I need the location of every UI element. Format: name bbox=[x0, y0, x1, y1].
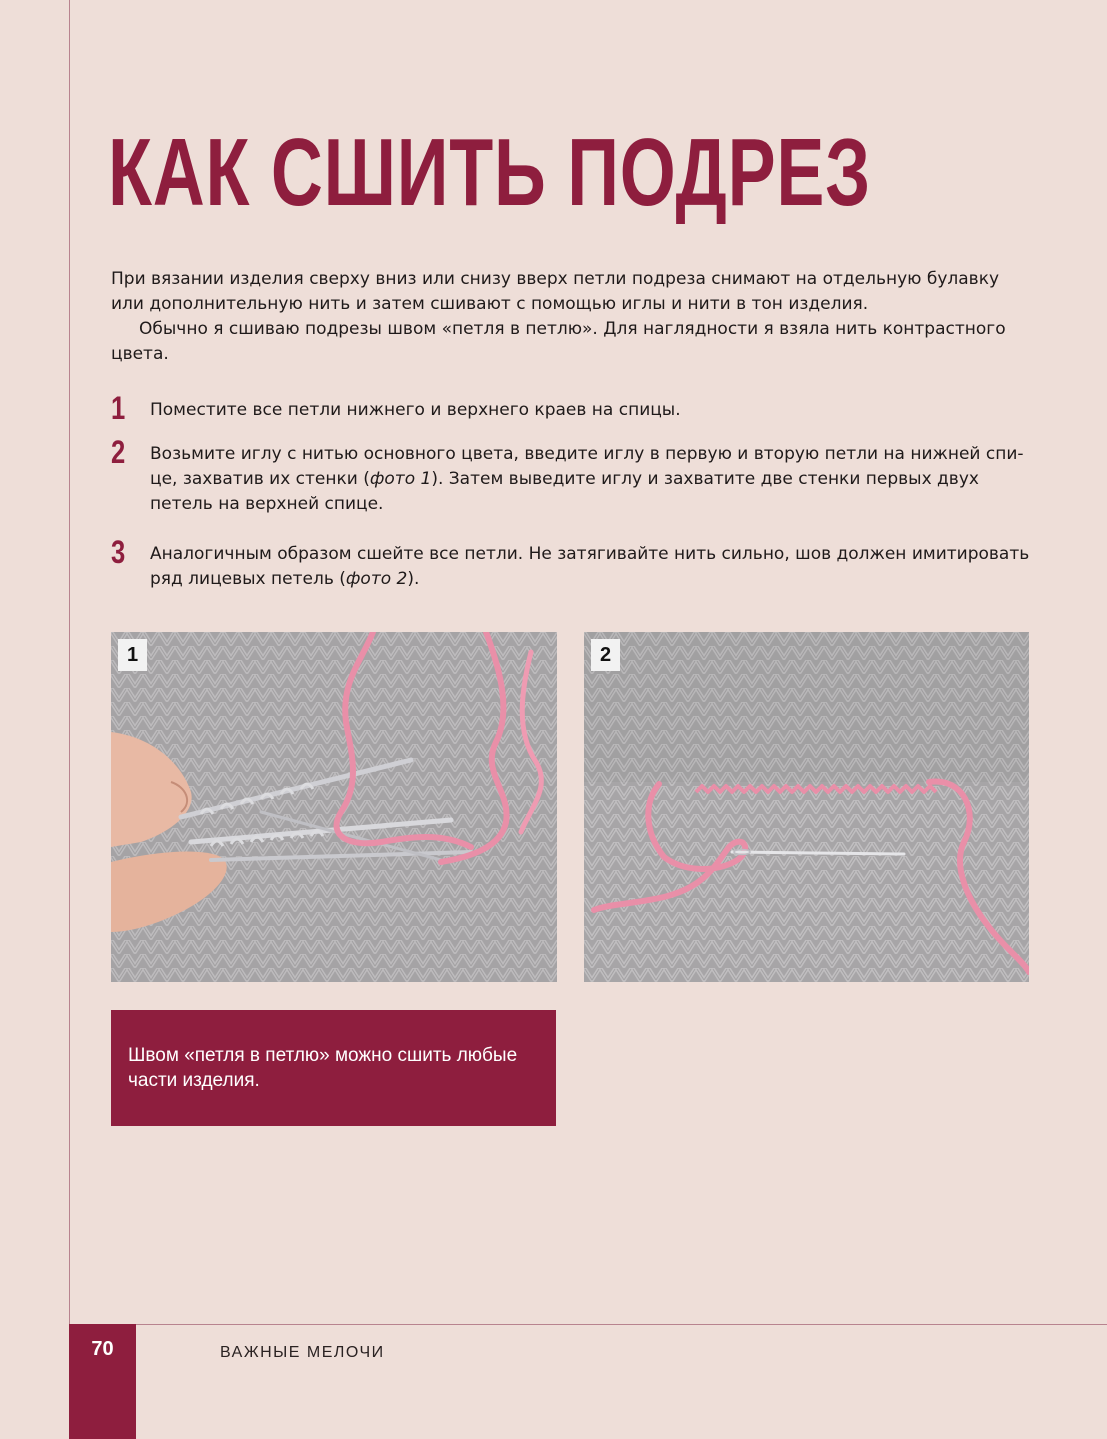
photo-1 bbox=[111, 632, 557, 982]
page-margin-line bbox=[69, 0, 70, 1439]
section-title: ВАЖНЫЕ МЕЛОЧИ bbox=[220, 1344, 385, 1361]
note-box: Швом «петля в петлю» можно сшить любые части изделия. bbox=[111, 1010, 556, 1126]
photo-reference: фото 1 bbox=[369, 469, 432, 489]
photo-label: 2 bbox=[591, 639, 620, 671]
photo-reference: фото 2 bbox=[345, 569, 408, 589]
page-number-box bbox=[69, 1324, 136, 1439]
intro-text bbox=[111, 267, 1031, 367]
intro-paragraph-2: Обычно я сшиваю подрезы швом «петля в петлю». Для наглядности я взяла нить контрастного цвета. bbox=[111, 319, 1006, 364]
page-number: 70 bbox=[91, 1338, 114, 1360]
footer-divider bbox=[69, 1324, 1107, 1325]
intro-paragraph-1: При вязании изделия сверху вниз или снизу вверх петли подреза снимают на отдельную булавку или дополнительную нить и затем сшивают с помощью иглы и нити в тон изделия. bbox=[111, 269, 1000, 314]
step-text: Возьмите иглу с нитью основного цвета, введите иглу в первую и вторую петли на нижней спи-це, захватив их стенки (фото 1). Затем выведите иглу и захватите две стенки первых двух петель на верхней спице. bbox=[150, 444, 1024, 514]
step-1 bbox=[111, 390, 1041, 426]
step-number: 2 bbox=[111, 434, 126, 470]
step-number: 3 bbox=[111, 534, 126, 570]
step-number: 1 bbox=[111, 390, 126, 426]
step-text: Аналогичным образом сшейте все петли. Не затягивайте нить сильно, шов должен имитировать ряд лицевых петель (фото 2). bbox=[150, 544, 1030, 589]
photo-2 bbox=[584, 632, 1029, 982]
step-3 bbox=[111, 534, 1041, 592]
step-text: Поместите все петли нижнего и верхнего краев на спицы. bbox=[150, 400, 681, 420]
photo-label: 1 bbox=[118, 639, 147, 671]
page-title: КАК СШИТЬ ПОДРЕЗ bbox=[108, 119, 871, 226]
step-2 bbox=[111, 434, 1041, 517]
